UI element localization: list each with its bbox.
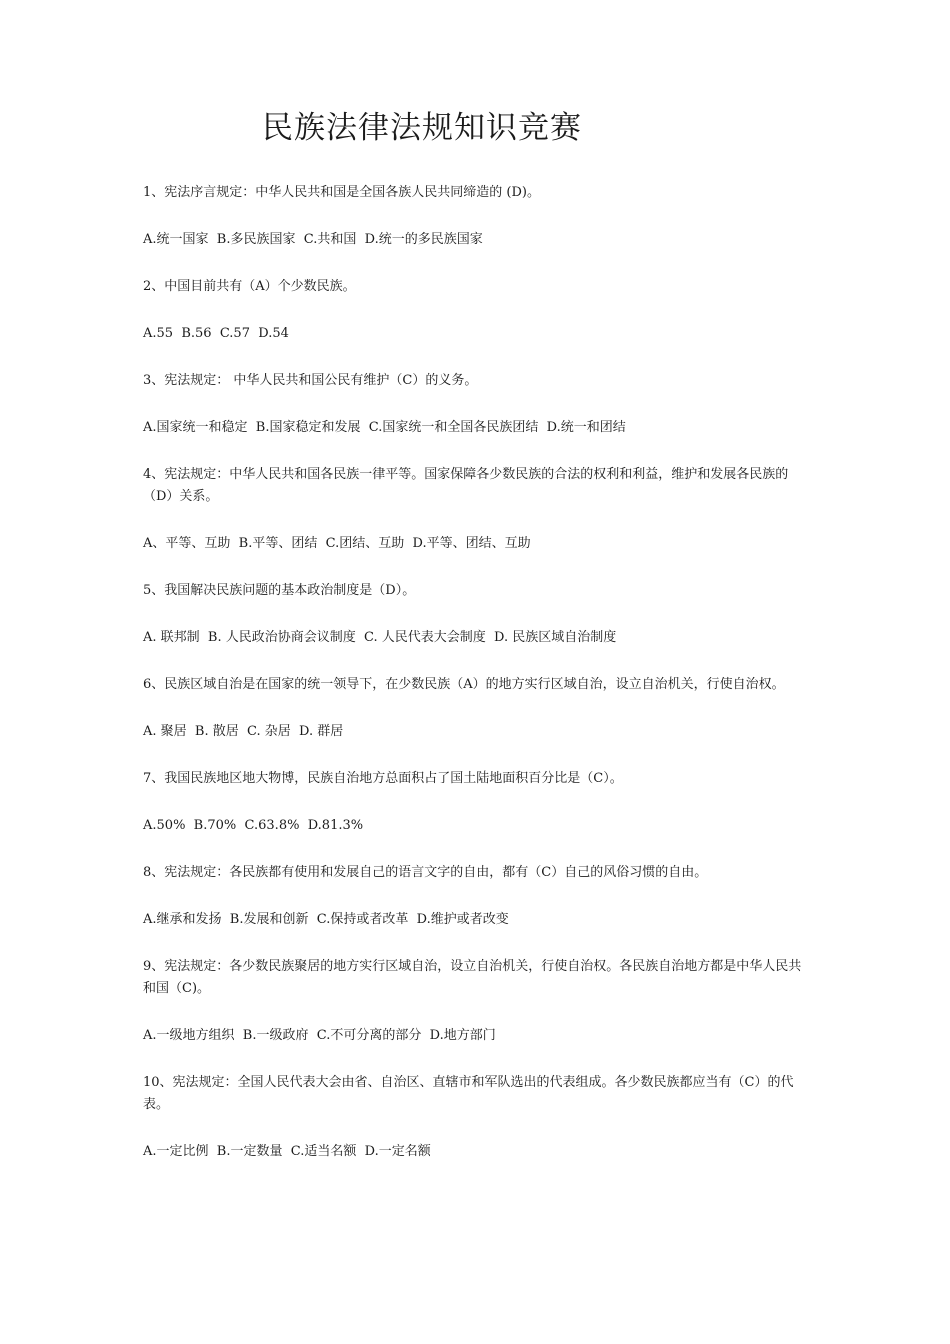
question-options: A.继承和发扬 B.发展和创新 C.保持或者改革 D.维护或者改变 (143, 912, 509, 927)
question-options: A.55 B.56 C.57 D.54 (143, 326, 289, 341)
question-item (143, 674, 811, 743)
question-item (143, 580, 811, 649)
question-options: A.50% B.70% C.63.8% D.81.3% (143, 818, 364, 833)
question-options: A. 聚居 B. 散居 C. 杂居 D. 群居 (143, 724, 344, 739)
question-text: 7、我国民族地区地大物博，民族自治地方总面积占了国土陆地面积百分比是（C）。 (143, 771, 623, 786)
question-item (143, 768, 811, 837)
question-item (143, 1072, 811, 1163)
question-options: A、平等、互助 B.平等、团结 C.团结、互助 D.平等、团结、互助 (143, 536, 531, 551)
question-item (143, 862, 811, 931)
question-text: 10、宪法规定：全国人民代表大会由省、自治区、直辖市和军队选出的代表组成。各少数民族都应当有（C）的代表。 (143, 1075, 794, 1112)
question-text: 1、宪法序言规定：中华人民共和国是全国各族人民共同缔造的 (D)。 (143, 185, 540, 200)
question-text: 3、宪法规定： 中华人民共和国公民有维护（C）的义务。 (143, 373, 478, 388)
question-text: 6、民族区域自治是在国家的统一领导下，在少数民族（A）的地方实行区域自治，设立自治机关，行使自治权。 (143, 677, 785, 692)
question-list (143, 182, 811, 1188)
question-item (143, 464, 811, 555)
question-options: A.一定比例 B.一定数量 C.适当名额 D.一定名额 (143, 1144, 431, 1159)
question-options: A. 联邦制 B. 人民政治协商会议制度 C. 人民代表大会制度 D. 民族区域自治制度 (143, 630, 617, 645)
question-text: 9、宪法规定：各少数民族聚居的地方实行区域自治，设立自治机关，行使自治权。各民族自治地方都是中华人民共和国（C)。 (143, 959, 802, 996)
question-item (143, 276, 811, 345)
question-text: 8、宪法规定：各民族都有使用和发展自己的语言文字的自由，都有（C）自己的风俗习惯的自由。 (143, 865, 708, 880)
question-options: A.一级地方组织 B.一级政府 C.不可分离的部分 D.地方部门 (143, 1028, 496, 1043)
page-title: 民族法律法规知识竞赛 (262, 110, 582, 146)
question-options: A.统一国家 B.多民族国家 C.共和国 D.统一的多民族国家 (143, 232, 483, 247)
question-options: A.国家统一和稳定 B.国家稳定和发展 C.国家统一和全国各民族团结 D.统一和团结 (143, 420, 626, 435)
question-text: 2、中国目前共有（A）个少数民族。 (143, 279, 356, 294)
question-text: 5、我国解决民族问题的基本政治制度是（D）。 (143, 583, 416, 598)
question-item (143, 182, 811, 251)
question-item (143, 956, 811, 1047)
question-item (143, 370, 811, 439)
question-text: 4、宪法规定：中华人民共和国各民族一律平等。国家保障各少数民族的合法的权利和利益，维护和发展各民族的（D）关系。 (143, 467, 789, 504)
